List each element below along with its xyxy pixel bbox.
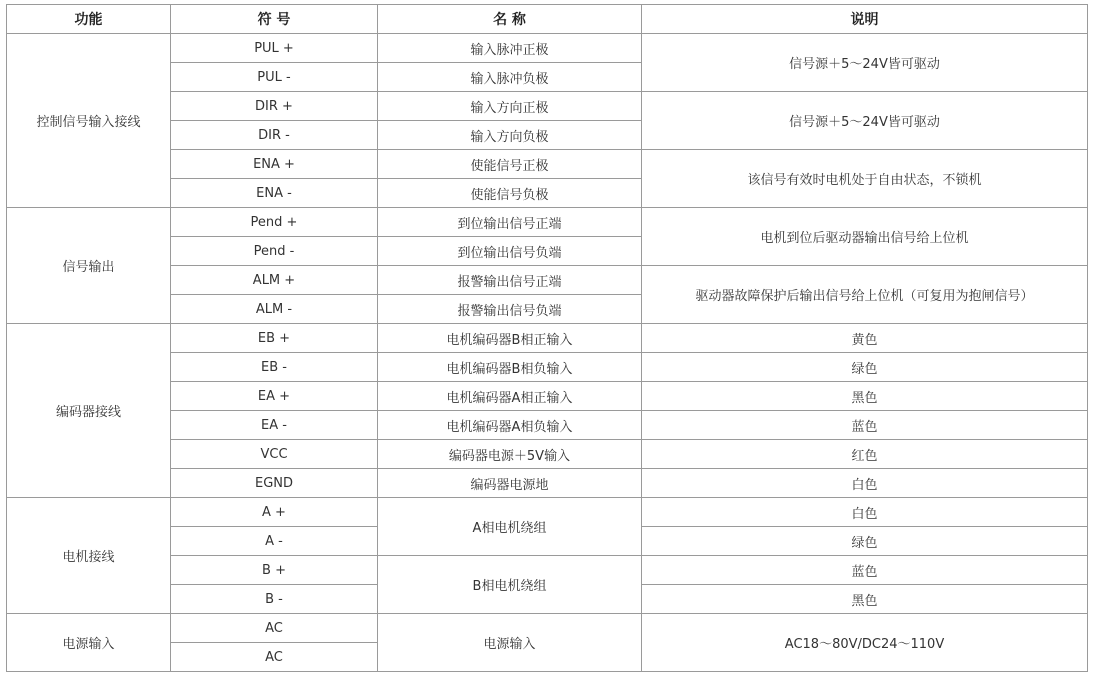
name-cell: 编码器电源＋5V输入	[378, 440, 642, 469]
description-cell: 白色	[642, 498, 1088, 527]
name-cell: 电机编码器A相负输入	[378, 411, 642, 440]
name-cell: 电机编码器B相负输入	[378, 353, 642, 382]
name-cell: 输入方向正极	[378, 92, 642, 121]
symbol-cell: VCC	[171, 440, 378, 469]
name-cell: 编码器电源地	[378, 469, 642, 498]
header-symbol: 符 号	[171, 5, 378, 34]
name-cell: 电机编码器A相正输入	[378, 382, 642, 411]
description-cell: 蓝色	[642, 411, 1088, 440]
table-row	[7, 34, 1088, 63]
description-cell: 黑色	[642, 585, 1088, 614]
description-cell: 黑色	[642, 382, 1088, 411]
name-cell: 使能信号正极	[378, 150, 642, 179]
name-cell: 电机编码器B相正输入	[378, 324, 642, 353]
symbol-cell: A +	[171, 498, 378, 527]
symbol-cell: EGND	[171, 469, 378, 498]
function-cell: 电机接线	[7, 498, 171, 614]
function-cell: 控制信号输入接线	[7, 34, 171, 208]
header-function: 功能	[7, 5, 171, 34]
function-cell: 编码器接线	[7, 324, 171, 498]
name-cell: 输入方向负极	[378, 121, 642, 150]
name-cell: 使能信号负极	[378, 179, 642, 208]
description-cell: 该信号有效时电机处于自由状态，不锁机	[642, 150, 1088, 208]
name-cell: A相电机绕组	[378, 498, 642, 556]
symbol-cell: AC	[171, 614, 378, 643]
symbol-cell: DIR -	[171, 121, 378, 150]
description-cell: 黄色	[642, 324, 1088, 353]
symbol-cell: B -	[171, 585, 378, 614]
description-cell: 白色	[642, 469, 1088, 498]
wiring-spec-table	[6, 4, 1088, 672]
name-cell: 输入脉冲负极	[378, 63, 642, 92]
table-body	[7, 34, 1088, 672]
symbol-cell: PUL +	[171, 34, 378, 63]
name-cell: 到位输出信号负端	[378, 237, 642, 266]
table-row	[7, 324, 1088, 353]
symbol-cell: ALM +	[171, 266, 378, 295]
function-cell: 电源输入	[7, 614, 171, 672]
description-cell: AC18～80V/DC24～110V	[642, 614, 1088, 672]
table-row	[7, 208, 1088, 237]
symbol-cell: Pend -	[171, 237, 378, 266]
header-description: 说明	[642, 5, 1088, 34]
symbol-cell: EA -	[171, 411, 378, 440]
function-cell: 信号输出	[7, 208, 171, 324]
table-row	[7, 614, 1088, 643]
symbol-cell: A -	[171, 527, 378, 556]
symbol-cell: ALM -	[171, 295, 378, 324]
symbol-cell: EB -	[171, 353, 378, 382]
header-name: 名 称	[378, 5, 642, 34]
symbol-cell: Pend +	[171, 208, 378, 237]
table-header-row	[7, 5, 1088, 34]
symbol-cell: DIR +	[171, 92, 378, 121]
description-cell: 信号源＋5～24V皆可驱动	[642, 34, 1088, 92]
name-cell: 到位输出信号正端	[378, 208, 642, 237]
symbol-cell: ENA -	[171, 179, 378, 208]
description-cell: 信号源＋5～24V皆可驱动	[642, 92, 1088, 150]
description-cell: 红色	[642, 440, 1088, 469]
name-cell: 电源输入	[378, 614, 642, 672]
description-cell: 蓝色	[642, 556, 1088, 585]
description-cell: 绿色	[642, 527, 1088, 556]
name-cell: 报警输出信号负端	[378, 295, 642, 324]
name-cell: 报警输出信号正端	[378, 266, 642, 295]
description-cell: 驱动器故障保护后输出信号给上位机（可复用为抱闸信号）	[642, 266, 1088, 324]
table-row	[7, 498, 1088, 527]
symbol-cell: EA +	[171, 382, 378, 411]
description-cell: 绿色	[642, 353, 1088, 382]
symbol-cell: ENA +	[171, 150, 378, 179]
symbol-cell: EB +	[171, 324, 378, 353]
name-cell: 输入脉冲正极	[378, 34, 642, 63]
symbol-cell: AC	[171, 643, 378, 672]
description-cell: 电机到位后驱动器输出信号给上位机	[642, 208, 1088, 266]
name-cell: B相电机绕组	[378, 556, 642, 614]
symbol-cell: PUL -	[171, 63, 378, 92]
symbol-cell: B +	[171, 556, 378, 585]
